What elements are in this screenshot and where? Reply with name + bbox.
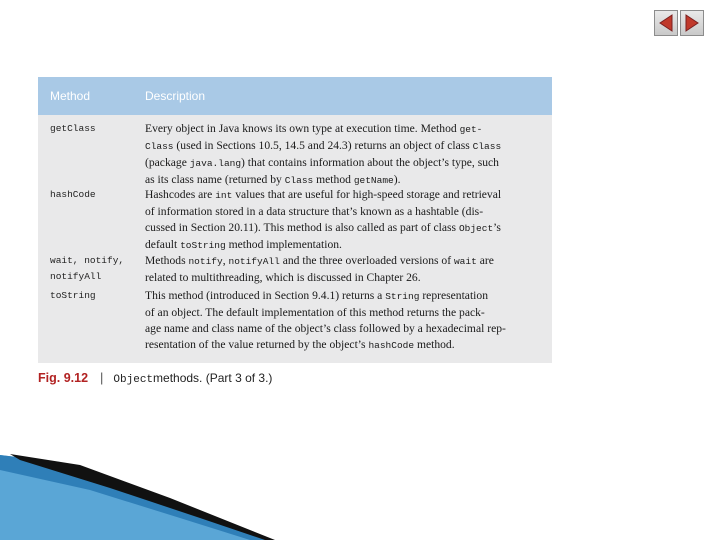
code-text: int bbox=[215, 190, 233, 201]
method-name bbox=[38, 187, 145, 254]
description-line bbox=[145, 321, 543, 337]
code-text: Class bbox=[472, 141, 502, 152]
code-text: Class bbox=[145, 141, 174, 152]
code-text: toString bbox=[180, 240, 226, 251]
code-text: Object bbox=[458, 223, 494, 234]
code-text: hashCode bbox=[368, 340, 415, 351]
description-text: default bbox=[145, 238, 181, 251]
method-name bbox=[38, 253, 145, 286]
method-line: toString bbox=[50, 290, 96, 301]
description-text: ). bbox=[393, 173, 401, 186]
slide-navigation bbox=[654, 10, 704, 36]
description-line bbox=[145, 121, 543, 138]
description-text: ’s bbox=[493, 221, 501, 234]
description-text: are bbox=[476, 254, 494, 267]
method-description bbox=[145, 121, 543, 189]
description-text: ) that contains information about the object’s type, such bbox=[241, 156, 499, 169]
triangle-left-icon bbox=[658, 14, 674, 32]
description-text: Hashcodes are bbox=[145, 188, 216, 201]
description-line bbox=[145, 220, 543, 237]
description-column-header: Description bbox=[145, 89, 206, 103]
description-line bbox=[145, 337, 543, 354]
next-slide-button[interactable] bbox=[680, 10, 704, 36]
table-row bbox=[38, 288, 552, 354]
description-text: (used in Sections 10.5, 14.5 and 24.3) returns an object of class bbox=[173, 139, 473, 152]
caption-text: methods. (Part 3 of 3.) bbox=[153, 371, 273, 385]
description-text: and the three overloaded versions of bbox=[279, 254, 454, 267]
description-line bbox=[145, 270, 543, 286]
object-methods-table bbox=[38, 77, 552, 363]
description-text: resentation of the value returned by the object’s bbox=[145, 338, 369, 351]
table-row bbox=[38, 187, 552, 254]
figure-caption bbox=[38, 370, 272, 386]
method-line: notifyAll bbox=[50, 271, 102, 282]
description-text: representation bbox=[419, 289, 488, 302]
description-line bbox=[145, 253, 543, 270]
table-header bbox=[38, 77, 552, 115]
description-text: Every object in Java knows its own type at execution time. Method bbox=[145, 122, 460, 135]
method-column-header: Method bbox=[50, 89, 91, 103]
description-text: , bbox=[222, 254, 229, 267]
caption-code: Object bbox=[113, 374, 154, 386]
method-line: wait, notify, bbox=[50, 255, 125, 266]
description-text: values that are useful for high-speed storage and retrieval bbox=[232, 188, 502, 201]
code-text: String bbox=[385, 291, 420, 302]
method-line: hashCode bbox=[50, 189, 96, 200]
code-text: Class bbox=[284, 175, 314, 186]
method-name bbox=[38, 288, 145, 354]
description-text: method bbox=[313, 173, 354, 186]
description-line bbox=[145, 187, 543, 204]
code-text: notify bbox=[188, 256, 223, 267]
description-line bbox=[145, 288, 543, 305]
description-line bbox=[145, 155, 543, 172]
code-text: wait bbox=[453, 256, 477, 267]
description-text: method implementation. bbox=[225, 238, 342, 251]
description-text: cussed in Section 20.11). This method is also called as part of class bbox=[145, 221, 459, 234]
method-description bbox=[145, 187, 543, 254]
method-description bbox=[145, 253, 543, 286]
method-description bbox=[145, 288, 543, 354]
description-line bbox=[145, 204, 543, 220]
description-text: related to multithreading, which is discussed in Chapter 26. bbox=[145, 271, 421, 284]
code-text: getName bbox=[353, 175, 394, 186]
description-text: (package bbox=[145, 156, 190, 169]
table-row bbox=[38, 121, 552, 189]
description-line bbox=[145, 138, 543, 155]
code-text: get- bbox=[459, 124, 483, 135]
caption-separator: | bbox=[100, 370, 104, 385]
method-line: getClass bbox=[50, 123, 96, 134]
description-text: of an object. The default implementation of this method returns the pack- bbox=[145, 306, 485, 319]
code-text: notifyAll bbox=[228, 256, 280, 267]
description-text: age name and class name of the object’s class followed by a hexadecimal rep- bbox=[145, 322, 506, 335]
description-line bbox=[145, 237, 543, 254]
figure-label: Fig. 9.12 bbox=[38, 371, 89, 385]
method-name bbox=[38, 121, 145, 189]
description-text: Methods bbox=[145, 254, 189, 267]
triangle-right-icon bbox=[684, 14, 700, 32]
description-text: method. bbox=[414, 338, 455, 351]
table-row bbox=[38, 253, 552, 286]
decorative-swoosh bbox=[0, 440, 720, 540]
previous-slide-button[interactable] bbox=[654, 10, 678, 36]
code-text: java.lang bbox=[189, 158, 242, 169]
description-text: as its class name (returned by bbox=[145, 173, 285, 186]
description-line bbox=[145, 305, 543, 321]
description-text: This method (introduced in Section 9.4.1) returns a bbox=[145, 289, 386, 302]
description-text: of information stored in a data structure that’s known as a hashtable (dis- bbox=[145, 205, 484, 218]
